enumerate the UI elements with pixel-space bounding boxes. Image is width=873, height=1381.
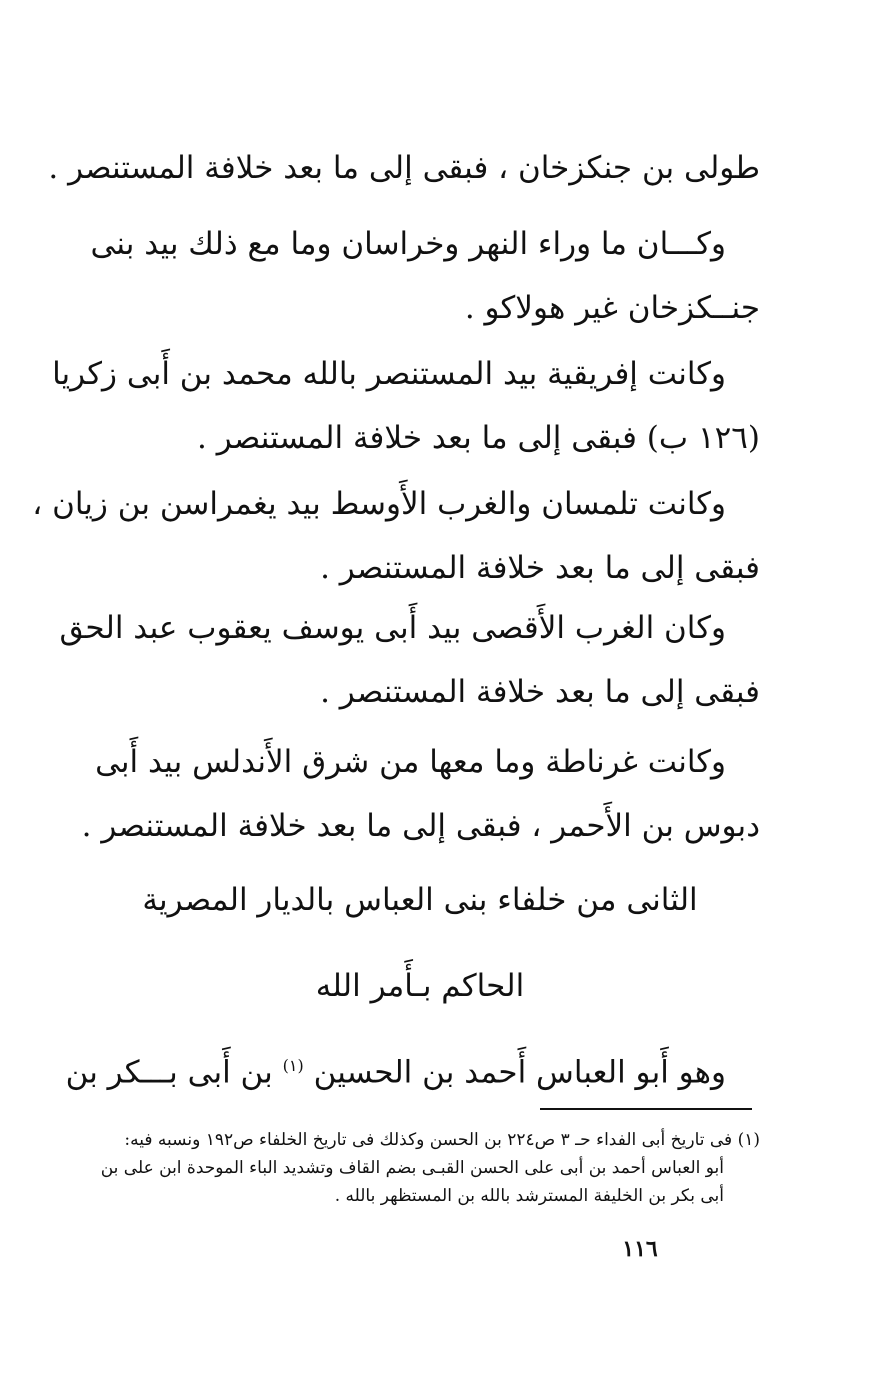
text-line: وكانت تلمسان والغرب الأَوسط بيد يغمراسن بن زيان ،	[32, 486, 726, 522]
paragraph-5	[59, 596, 760, 724]
main-text	[32, 472, 760, 600]
text-line: فبقى إلى ما بعد خلافة المستنصر .	[320, 674, 760, 710]
text-fragment: بن أَبى بـــكر بن	[65, 1054, 273, 1091]
page-number: ١١٦	[622, 1236, 658, 1262]
text-line: (١٢٦ ب) فبقى إلى ما بعد خلافة المستنصر .	[197, 420, 760, 456]
text-line: جنــكزخان غير هولاكو .	[464, 290, 760, 326]
main-text	[48, 136, 760, 200]
text-line: وكانت غرناطة وما معها من شرق الأَندلس بيد أَبى	[95, 744, 726, 780]
paragraph-4	[32, 472, 760, 600]
footnote-line: أبو العباس أحمد بن أبى على الحسن القبـى بضم القاف وتشديد الباء الموحدة ابن على بن	[100, 1158, 724, 1178]
text-line: فبقى إلى ما بعد خلافة المستنصر .	[320, 550, 760, 586]
paragraph-3	[52, 342, 760, 470]
footnotes	[80, 1126, 760, 1210]
text-line: وكان الغرب الأَقصى بيد أَبى يوسف يعقوب عبد الحق	[59, 610, 726, 646]
main-text	[80, 212, 760, 340]
text-line: وكانت إفريقية بيد المستنصر بالله محمد بن أَبى زكريا	[52, 356, 726, 392]
paragraph-2	[80, 212, 760, 340]
text-line	[65, 1034, 760, 1104]
paragraph-6	[80, 730, 760, 858]
text-line: دبوس بن الأَحمر ، فبقى إلى ما بعد خلافة المستنصر .	[81, 808, 760, 844]
main-text	[65, 1034, 760, 1104]
main-text	[52, 342, 760, 470]
footnote-marker: (١)	[282, 1056, 304, 1075]
footnote-line: (١) فى تاريخ أبى الفداء حـ ٣ ص٢٢٤ بن الحسن وكذلك فى تاريخ الخلفاء ص١٩٢ ونسبه فيه:	[124, 1130, 760, 1150]
caliph-name-heading: الحاكم بـأَمر الله	[315, 968, 525, 1004]
footnote-line: أبى بكر بن الخليفة المسترشد بالله بن المستظهر بالله .	[334, 1186, 724, 1206]
text-fragment: وهو أَبو العباس أَحمد بن الحسين	[313, 1054, 726, 1091]
footnote-separator	[540, 1108, 752, 1110]
text-line: وكـــان ما وراء النهر وخراسان وما مع ذلك بيد بنى	[90, 226, 726, 262]
paragraph-7	[65, 1034, 760, 1104]
text-line: طولى بن جنكزخان ، فبقى إلى ما بعد خلافة المستنصر .	[48, 150, 760, 186]
section-title: الثانى من خلفاء بنى العباس بالديار المصرية	[142, 882, 698, 918]
main-text	[80, 730, 760, 858]
paragraph-1	[48, 136, 760, 200]
main-text	[59, 596, 760, 724]
